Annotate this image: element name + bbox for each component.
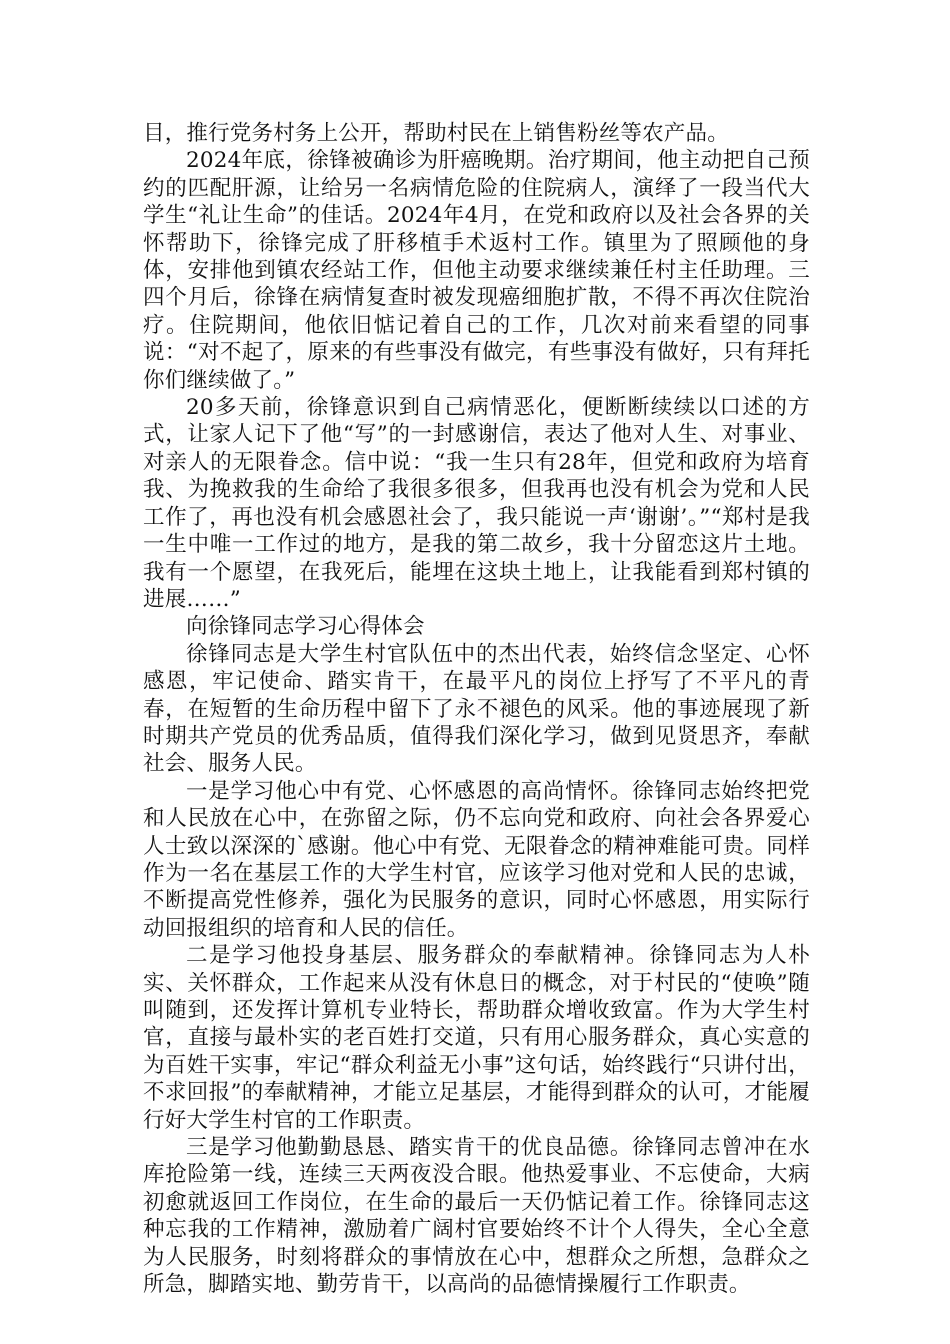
paragraph-introduction: 徐锋同志是大学生村官队伍中的杰出代表，始终信念坚定、心怀感恩，牢记使命、踏实肯干，在最平凡的岗位上抒写了不平凡的青春，在短暂的生命历程中留下了永不褪色的风采。他的事迹展现了新时期共产党员的优秀品质，值得我们深化学习，做到见贤思齐，奉献社会、服务人民。 [143, 641, 810, 777]
paragraph-diagnosis: 2024年底，徐锋被确诊为肝癌晚期。治疗期间，他主动把自己预约的匹配肝源，让给另一名病情危险的住院病人，演绎了一段当代大学生“礼让生命”的佳话。2024年4月，在党和政府以及社会各界的关怀帮助下，徐锋完成了肝移植手术返村工作。镇里为了照顾他的身体，安排他到镇农经站工作，但他主动要求继续兼任村主任助理。三四个月后，徐锋在病情复查时被发现癌细胞扩散，不得不再次住院治疗。住院期间，他依旧惦记着自己的工作，几次对前来看望的同事说：“对不起了，原来的有些事没有做完，有些事没有做好，只有拜托你们继续做了。” [143, 148, 810, 393]
document-body [143, 120, 810, 1298]
paragraph-point-two: 二是学习他投身基层、服务群众的奉献精神。徐锋同志为人朴实、关怀群众，工作起来从没有休息日的概念，对于村民的“使唤”随叫随到，还发挥计算机专业特长，帮助群众增收致富。作为大学生村官，直接与最朴实的老百姓打交道，只有用心服务群众，真心实意的为百姓干实事，牢记“群众利益无小事”这句话，始终践行“只讲付出，不求回报”的奉献精神，才能立足基层，才能得到群众的认可，才能履行好大学生村官的工作职责。 [143, 943, 810, 1133]
paragraph-thank-you-letter: 20多天前，徐锋意识到自己病情恶化，便断断续续以口述的方式，让家人记下了他“写”的一封感谢信，表达了他对人生、对事业、对亲人的无限眷念。信中说：“我一生只有28年，但党和政府为培育我、为挽救我的生命给了我很多很多，但我再也没有机会为党和人民工作了，再也没有机会感恩社会了，我只能说一声‘谢谢’。”“郑村是我一生中唯一工作过的地方，是我的第二故乡，我十分留恋这片土地。我有一个愿望，在我死后，能埋在这块土地上，让我能看到郑村镇的进展……” [143, 395, 810, 612]
paragraph-continuation: 目，推行党务村务上公开，帮助村民在上销售粉丝等农产品。 [143, 121, 729, 146]
section-heading: 向徐锋同志学习心得体会 [186, 614, 425, 640]
paragraph-point-three: 三是学习他勤勤恳恳、踏实肯干的优良品德。徐锋同志曾冲在水库抢险第一线，连续三天两夜没合眼。他热爱事业、不忘使命，大病初愈就返回工作岗位，在生命的最后一天仍惦记着工作。徐锋同志这种忘我的工作精神，激励着广阔村官要始终不计个人得失，全心全意为人民服务，时刻将群众的事情放在心中，想群众之所想，急群众之所急，脚踏实地、勤劳肯干，以高尚的品德情操履行工作职责。 [143, 1135, 810, 1298]
paragraph-point-one: 一是学习他心中有党、心怀感恩的高尚情怀。徐锋同志始终把党和人民放在心中，在弥留之际，仍不忘向党和政府、向社会各界爱心人士致以深深的`感谢。他心中有党、无限眷念的精神难能可贵。同样作为一名在基层工作的大学生村官，应该学习他对党和人民的忠诚，不断提高党性修养，强化为民服务的意识，同时心怀感恩，用实际行动回报组织的培育和人民的信任。 [143, 778, 810, 941]
